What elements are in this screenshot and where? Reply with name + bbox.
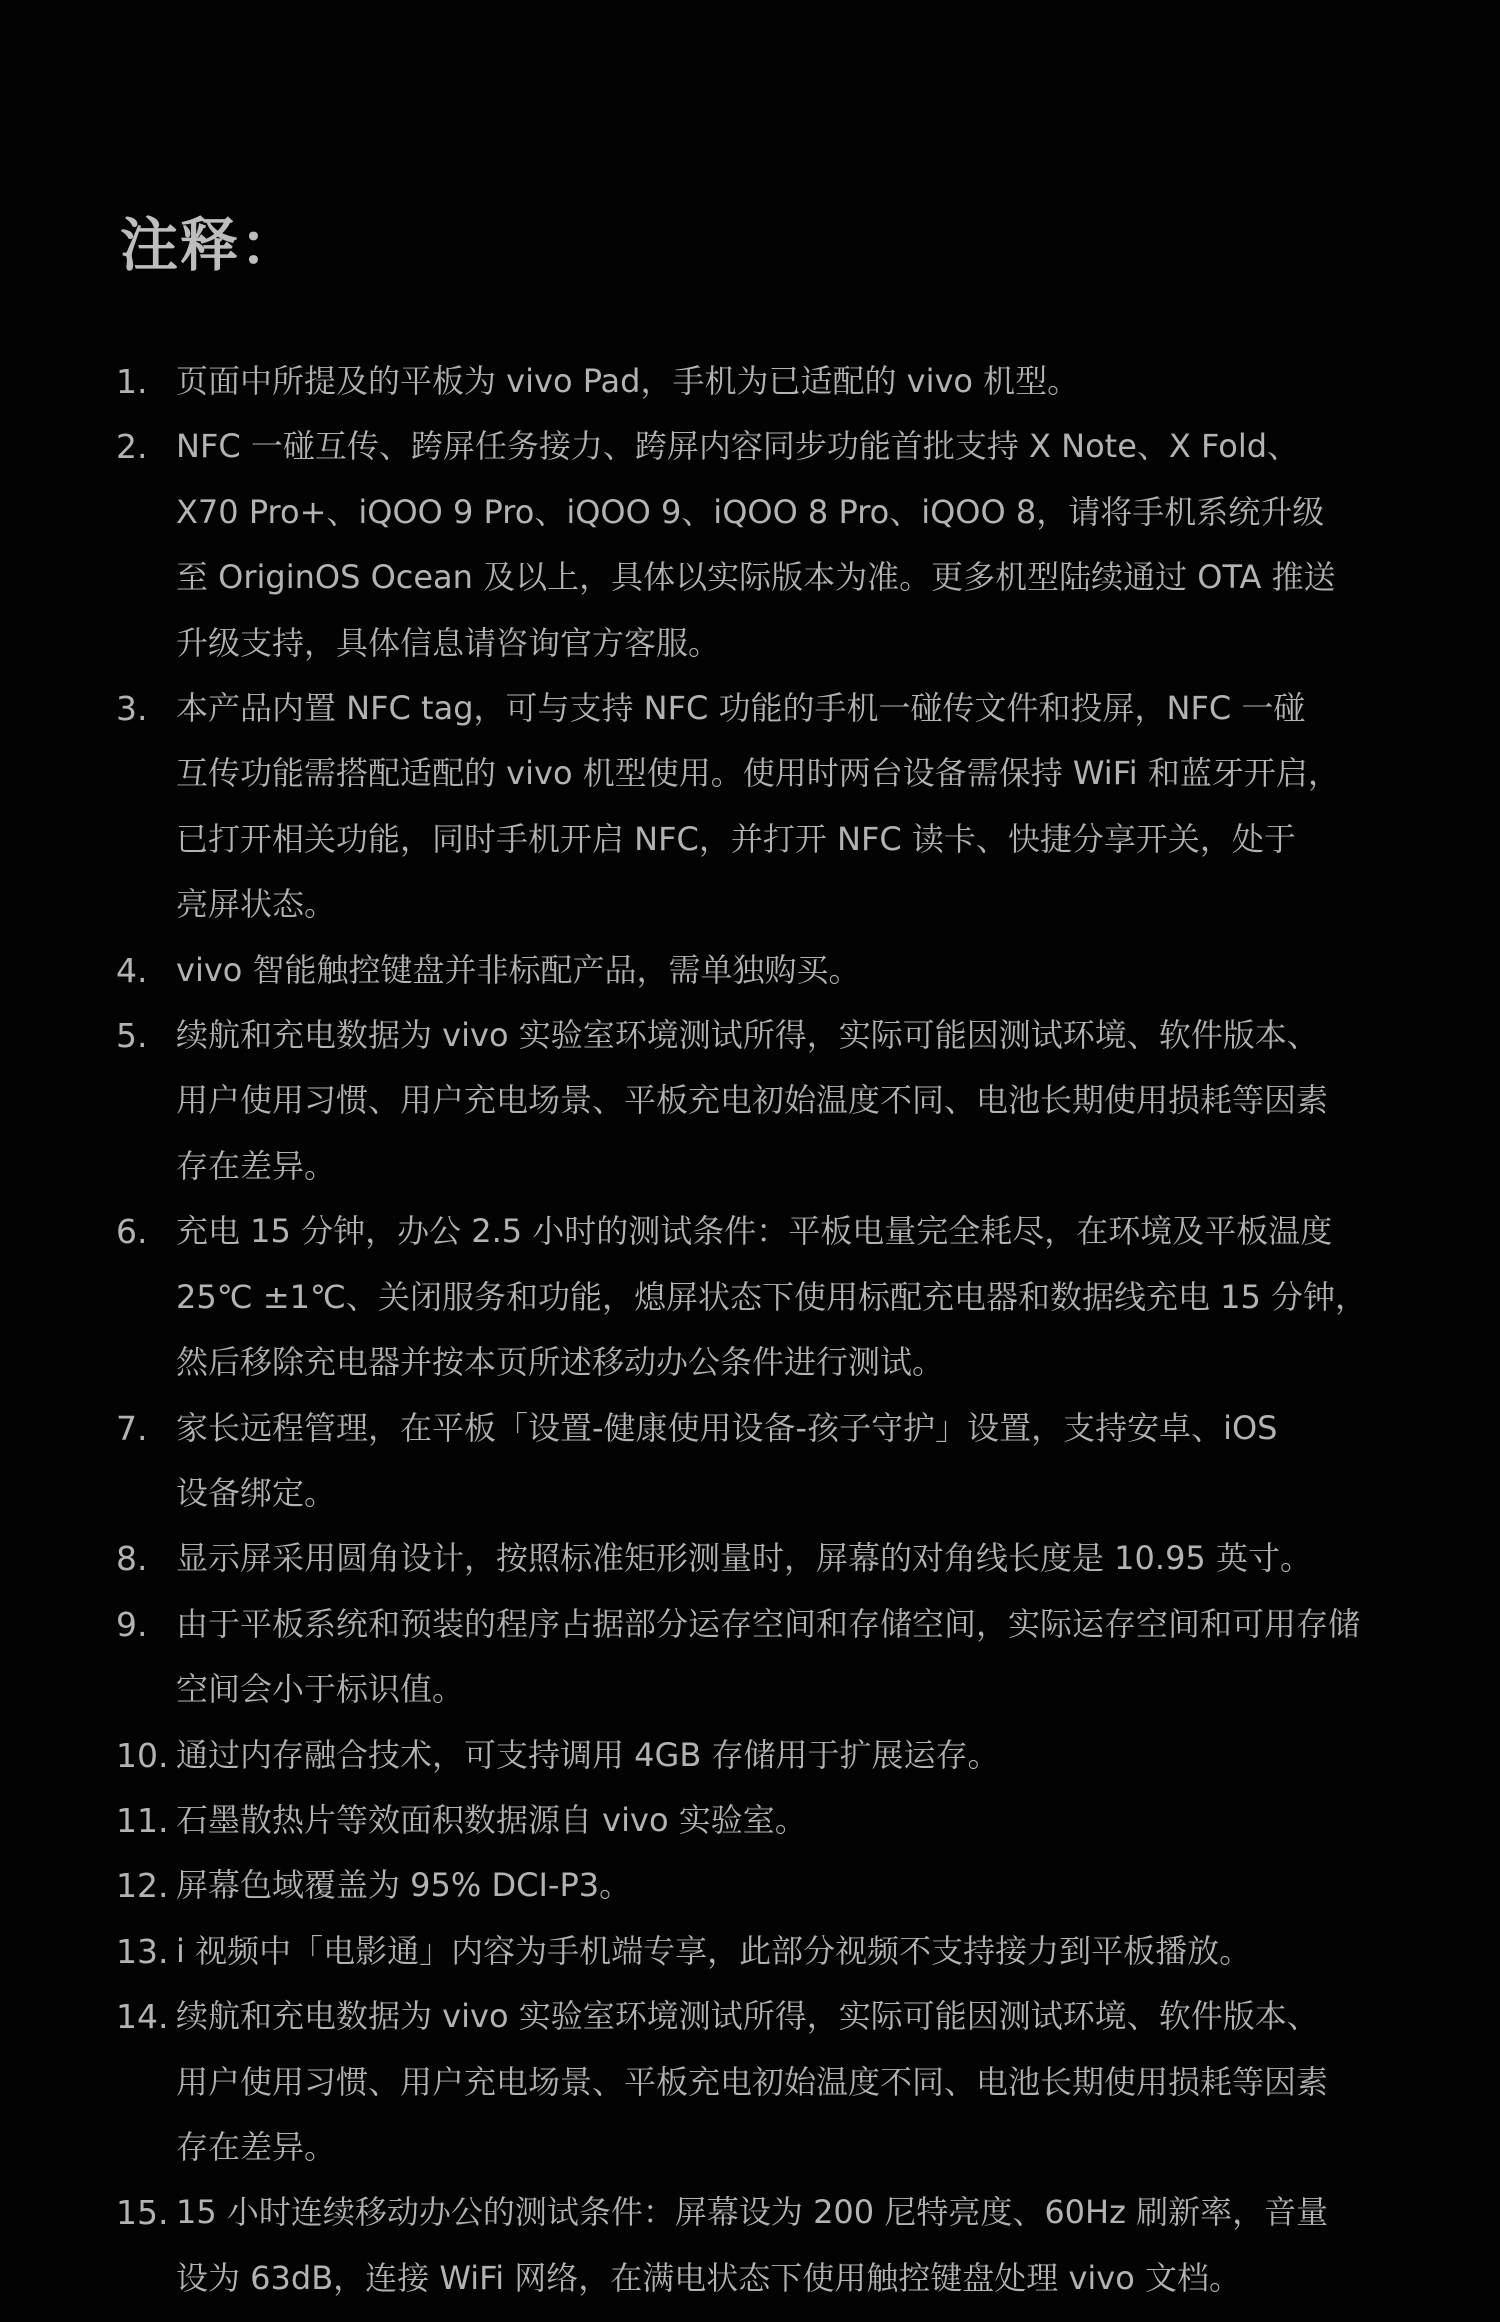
note-line: X70 Pro+、iQOO 9 Pro、iQOO 9、iQOO 8 Pro、iQOO 8，请将手机系统升级 bbox=[176, 492, 1325, 531]
note-text bbox=[176, 414, 1406, 676]
note-line: 亮屏状态。 bbox=[176, 885, 337, 924]
note-number: 2. bbox=[116, 427, 148, 467]
note-number: 8. bbox=[116, 1539, 148, 1579]
note-text bbox=[176, 1003, 1406, 1199]
note-line: 至 OriginOS Ocean 及以上，具体以实际版本为准。更多机型陆续通过 OTA 推送 bbox=[176, 558, 1336, 597]
note-item bbox=[116, 1396, 1406, 1527]
note-text bbox=[176, 1984, 1406, 2180]
note-item bbox=[116, 1788, 1406, 1853]
note-line: 设备绑定。 bbox=[176, 1473, 337, 1512]
note-text bbox=[176, 938, 1406, 1003]
note-text bbox=[176, 1592, 1406, 1723]
note-number: 12. bbox=[116, 1866, 169, 1906]
note-number: 6. bbox=[116, 1212, 148, 1252]
note-number: 13. bbox=[116, 1931, 169, 1971]
note-line: 家长远程管理，在平板「设置-健康使用设备-孩子守护」设置，支持安卓、iOS bbox=[176, 1408, 1278, 1447]
note-line: 屏幕色域覆盖为 95% DCI-P3。 bbox=[176, 1866, 632, 1905]
note-item bbox=[116, 1919, 1406, 1984]
note-line: 续航和充电数据为 vivo 实验室环境测试所得，实际可能因测试环境、软件版本、 bbox=[176, 1016, 1319, 1055]
note-number: 10. bbox=[116, 1735, 169, 1775]
note-item bbox=[116, 414, 1406, 676]
note-item bbox=[116, 1003, 1406, 1199]
note-line: 页面中所提及的平板为 vivo Pad，手机为已适配的 vivo 机型。 bbox=[176, 362, 1080, 400]
note-number: 15. bbox=[116, 2193, 169, 2233]
note-line: 已打开相关功能，同时手机开启 NFC，并打开 NFC 读卡、快捷分享开关，处于 bbox=[176, 819, 1296, 858]
note-item bbox=[116, 1199, 1406, 1395]
note-line: 存在差异。 bbox=[176, 1146, 337, 1185]
note-item bbox=[116, 676, 1406, 938]
note-line: 互传功能需搭配适配的 vivo 机型使用。使用时两台设备需保持 WiFi 和蓝牙开启， bbox=[176, 754, 1340, 793]
note-text bbox=[176, 1919, 1406, 1984]
note-line: 充电 15 分钟，办公 2.5 小时的测试条件：平板电量完全耗尽，在环境及平板温度 bbox=[176, 1212, 1333, 1251]
note-item bbox=[116, 1592, 1406, 1723]
note-item bbox=[116, 349, 1406, 414]
note-line: 存在差异。 bbox=[176, 2127, 337, 2166]
note-text bbox=[176, 1396, 1406, 1527]
note-line: 设为 63dB，连接 WiFi 网络，在满电状态下使用触控键盘处理 vivo 文档。 bbox=[176, 2258, 1241, 2297]
note-text bbox=[176, 349, 1406, 414]
note-line: 通过内存融合技术，可支持调用 4GB 存储用于扩展运存。 bbox=[176, 1735, 1000, 1774]
notes-heading: 注释： bbox=[120, 211, 301, 279]
note-line: 25℃ ±1℃、关闭服务和功能，熄屏状态下使用标配充电器和数据线充电 15 分钟， bbox=[176, 1277, 1368, 1316]
note-line: 用户使用习惯、用户充电场景、平板充电初始温度不同、电池长期使用损耗等因素 bbox=[176, 1081, 1329, 1120]
note-line: vivo 智能触控键盘并非标配产品，需单独购买。 bbox=[176, 950, 861, 989]
note-number: 11. bbox=[116, 1800, 169, 1840]
note-line: 本产品内置 NFC tag，可与支持 NFC 功能的手机一碰传文件和投屏，NFC 一碰 bbox=[176, 689, 1306, 728]
note-number: 3. bbox=[116, 689, 148, 729]
note-item bbox=[116, 1526, 1406, 1591]
note-item bbox=[116, 938, 1406, 1003]
note-line: i 视频中「电影通」内容为手机端专享，此部分视频不支持接力到平板播放。 bbox=[176, 1931, 1252, 1970]
note-line: 升级支持，具体信息请咨询官方客服。 bbox=[176, 623, 721, 662]
note-text bbox=[176, 1199, 1406, 1395]
note-number: 7. bbox=[116, 1408, 148, 1448]
note-number: 14. bbox=[116, 1997, 169, 2037]
note-text bbox=[176, 676, 1406, 938]
note-item bbox=[116, 1984, 1406, 2180]
note-number: 9. bbox=[116, 1604, 148, 1644]
note-line: 显示屏采用圆角设计，按照标准矩形测量时，屏幕的对角线长度是 10.95 英寸。 bbox=[176, 1539, 1312, 1578]
note-line: 用户使用习惯、用户充电场景、平板充电初始温度不同、电池长期使用损耗等因素 bbox=[176, 2062, 1329, 2101]
note-number: 4. bbox=[116, 950, 148, 990]
note-line: 续航和充电数据为 vivo 实验室环境测试所得，实际可能因测试环境、软件版本、 bbox=[176, 1997, 1319, 2036]
note-line: NFC 一碰互传、跨屏任务接力、跨屏内容同步功能首批支持 X Note、X Fold、 bbox=[176, 427, 1300, 466]
note-line: 空间会小于标识值。 bbox=[176, 1670, 465, 1709]
note-number: 1. bbox=[116, 362, 148, 401]
note-line: 石墨散热片等效面积数据源自 vivo 实验室。 bbox=[176, 1800, 807, 1839]
notes-list bbox=[116, 349, 1406, 2311]
note-number: 5. bbox=[116, 1016, 148, 1056]
note-text bbox=[176, 1853, 1406, 1918]
note-line: 由于平板系统和预装的程序占据部分运存空间和存储空间，实际运存空间和可用存储 bbox=[176, 1604, 1361, 1643]
note-text bbox=[176, 1788, 1406, 1853]
note-item bbox=[116, 1723, 1406, 1788]
note-item bbox=[116, 2180, 1406, 2311]
note-text bbox=[176, 1723, 1406, 1788]
note-line: 15 小时连续移动办公的测试条件：屏幕设为 200 尼特亮度、60Hz 刷新率，音量 bbox=[176, 2193, 1329, 2232]
note-item bbox=[116, 1853, 1406, 1918]
note-line: 然后移除充电器并按本页所述移动办公条件进行测试。 bbox=[176, 1343, 945, 1382]
note-text bbox=[176, 1526, 1406, 1591]
note-text bbox=[176, 2180, 1406, 2311]
